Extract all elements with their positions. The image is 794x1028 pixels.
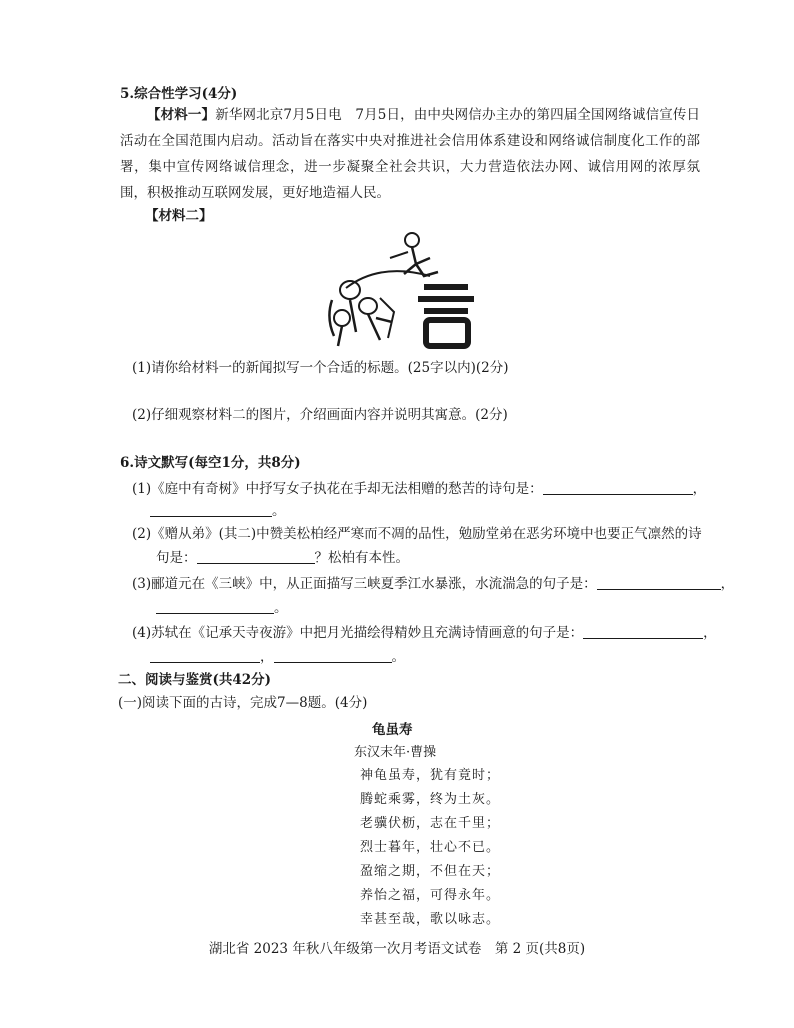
poem-title: 龟虽寿: [372, 722, 413, 738]
q5-heading: 5.综合性学习(4分): [120, 86, 238, 102]
page-footer: 湖北省 2023 年秋八年级第一次月考语文试卷 第 2 页(共8页): [208, 941, 586, 957]
poem-line: 盈缩之期，不但在天；: [360, 864, 501, 879]
cartoon-character: 言: [446, 278, 447, 279]
poem-line: 腾蛇乘雾，终为土灰。: [360, 792, 501, 807]
q6-item2: (2)《赠从弟》(其二)中赞美松柏经严寒而不凋的品性，勉励堂弟在恶劣环境中也要正气凛然的诗: [132, 526, 702, 542]
q6-item2-line2: 句是： ？松柏有本性。: [156, 550, 409, 566]
answer-blank[interactable]: [150, 648, 260, 663]
poem-line: 老骥伏枥，志在千里；: [360, 816, 501, 831]
poem-line: 养怡之福，可得永年。: [360, 888, 501, 903]
section2-subheading: (一)阅读下面的古诗，完成7—8题。(4分): [118, 695, 368, 711]
material2-label: 【材料二】: [145, 208, 213, 224]
answer-blank[interactable]: [274, 648, 392, 663]
material1-paragraph: [120, 102, 700, 206]
poem-line: 神龟虽寿，犹有竟时；: [360, 768, 501, 783]
answer-blank[interactable]: [197, 549, 315, 564]
material1-label: 【材料一】: [147, 107, 216, 123]
q6-item4: (4)苏轼在《记承天寺夜游》中把月光描绘得精妙且充满诗情画意的句子是： ，: [132, 625, 717, 641]
answer-blank[interactable]: [543, 480, 693, 495]
answer-blank[interactable]: [150, 502, 272, 517]
q5-sub2: (2)仔细观察材料二的图片，介绍画面内容并说明其寓意。(2分): [132, 407, 508, 423]
q6-item1-line2: 。: [150, 499, 286, 519]
q6-item3-line2: 。: [156, 596, 288, 616]
cartoon-image: [320, 228, 490, 350]
poem-author: 东汉末年·曹操: [354, 745, 437, 760]
answer-blank[interactable]: [583, 624, 703, 639]
poem-line: 幸甚至哉，歌以咏志。: [360, 912, 501, 927]
section2-heading: 二、阅读与鉴赏(共42分): [118, 672, 272, 688]
answer-blank[interactable]: [156, 599, 274, 614]
material1-text: 新华网北京7月5日电 7月5日，由中央网信办主办的第四届全国网络诚信宣传日活动在全国范围内启动。活动旨在落实中央对推进社会信用体系建设和网络诚信制度化工作的部署，集中宣传网络诚信理念，进一步凝聚全社会共识，大力营造依法办网、诚信用网的浓厚氛围，积极推动互联网发展，更好地造福人民。: [120, 107, 701, 201]
q6-item3: (3)郦道元在《三峡》中，从正面描写三峡夏季江水暴涨，水流湍急的句子是： ，: [132, 576, 735, 592]
q5-sub1: (1)请你给材料一的新闻拟写一个合适的标题。(25字以内)(2分): [132, 360, 509, 376]
q6-heading: 6.诗文默写(每空1分，共8分): [120, 455, 301, 471]
answer-blank[interactable]: [597, 575, 721, 590]
poem-line: 烈士暮年，壮心不已。: [360, 840, 501, 855]
q6-item1: (1)《庭中有奇树》中抒写女子执花在手却无法相赠的愁苦的诗句是： ，: [132, 481, 707, 497]
q6-item4-line2: ， 。: [150, 645, 405, 665]
